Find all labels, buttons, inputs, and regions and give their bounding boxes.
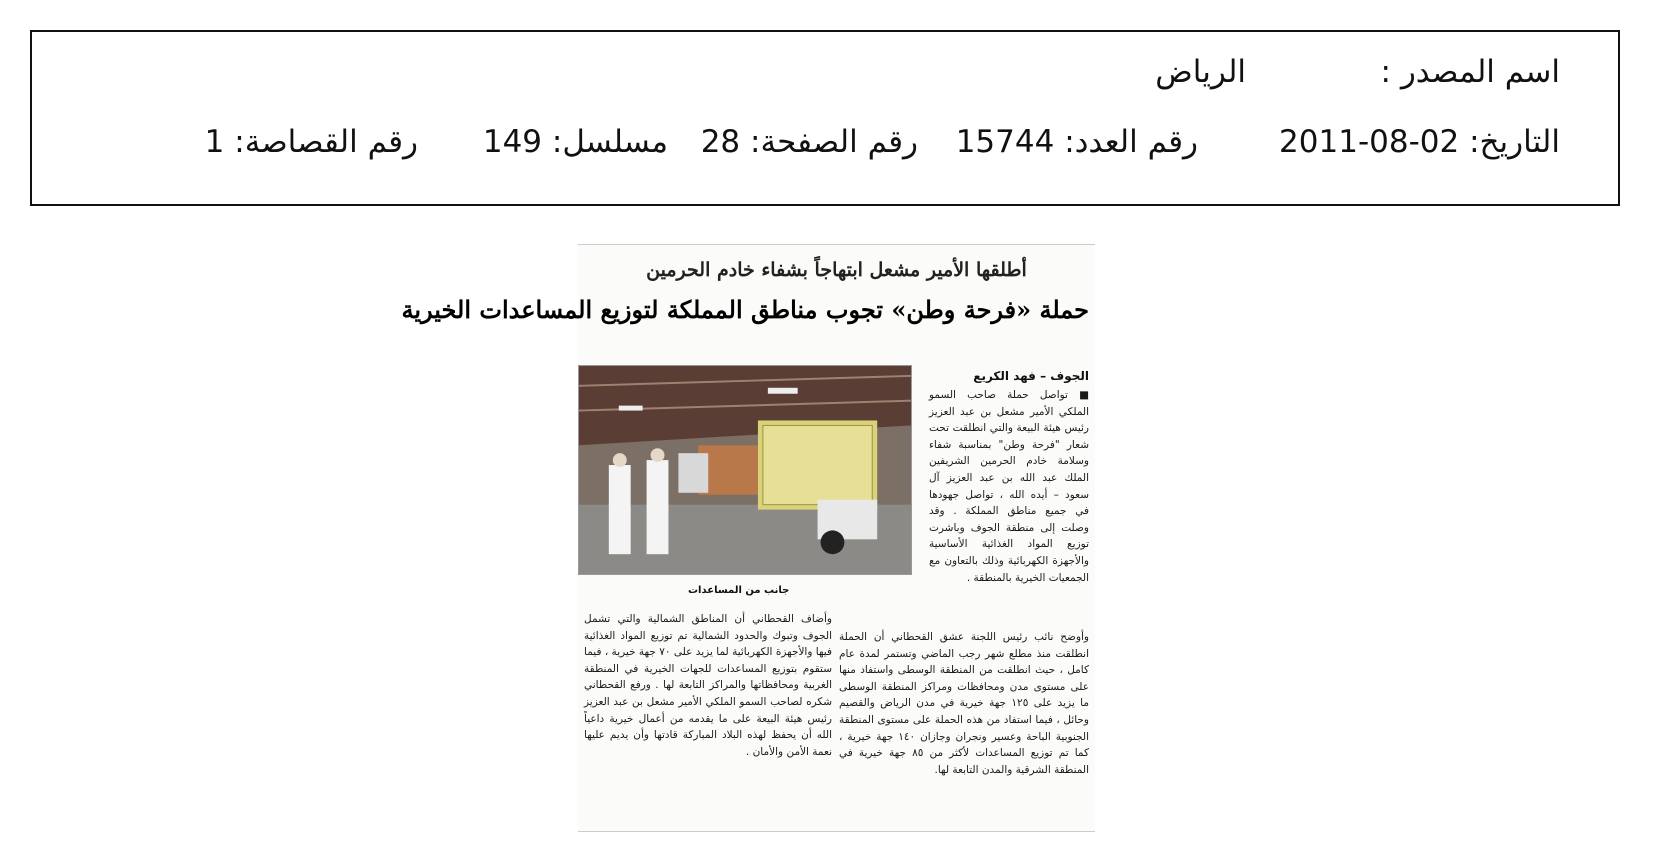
article-byline: الجوف – فهد الكريع	[973, 369, 1089, 383]
warehouse-photo	[578, 365, 912, 575]
article-column-left-bottom: وأضاف القحطاني أن المناطق الشمالية والتي تشمل الجوف وتبوك والحدود الشمالية تم توزيع المواد الغذائية فيها والأجهزة الكهربائية لما يزيد على ٧٠ جهة خيرية ، فيما ستقوم بتوزيع المساعدات للجهات الخيرية في المنطقة الغربية ومحافظاتها والمراكز التابعة لها . ورفع القحطاني شكره لصاحب السمو الملكي الأمير مشعل بن عبد العزيز رئيس هيئة البيعة على ما يقدمه من أعمال خيرية داعياً الله أن يحفظ لهذه البلاد المباركة قادتها وأن يديم عليها نعمة الأمن والأمان .	[584, 613, 832, 758]
clip-number-field	[205, 124, 418, 160]
article-column-right-bottom: وأوضح نائب رئيس اللجنة عشق القحطاني أن الحملة انطلقت منذ مطلع شهر رجب الماضي وتستمر لمدة عام كامل ، حيث انطلقت من المنطقة الوسطى واستفاد منها على مستوى مدن ومحافظات ومراكز المنطقة الوسطى ما يزيد على ١٢٥ جهة خيرية في مدن الرياض والقصيم وحائل ، فيما استفاد من هذه الحملة على مستوى المنطقة الجنوبية الباحة وعسير ونجران وجازان ١٤٠ جهة خيرية ، كما تم توزيع المساعدات لأكثر من ٨٥ جهة خيرية في المنطقة الشرقية والمدن التابعة لها.	[839, 631, 1089, 776]
serial-field	[483, 124, 668, 160]
source-value: الرياض	[1155, 54, 1246, 90]
article-kicker: أطلقها الأمير مشعل ابتهاجاً بشفاء خادم الحرمين	[646, 259, 1027, 281]
issue-label: رقم العدد:	[1064, 124, 1198, 160]
source-value-row	[1155, 54, 1246, 90]
article-headline: حملة «فرحة وطن» تجوب مناطق المملكة لتوزيع المساعدات الخيرية	[401, 295, 1089, 324]
source-info-box	[30, 30, 1620, 206]
page-field	[701, 124, 918, 160]
date-value: 2011-08-02	[1279, 124, 1460, 160]
serial-label: مسلسل:	[551, 124, 668, 160]
article-column-right-top: ■ تواصل حملة صاحب السمو الملكي الأمير مشعل بن عبد العزيز رئيس هيئة البيعة والتي انطلقت تحت شعار "فرحة وطن" بمناسبة شفاء وسلامة خادم الحرمين الشريفين الملك عبد الله بن عبد العزيز آل سعود – أيده الله ، تواصل جهودها في جميع مناطق المملكة . وقد وصلت إلى منطقة الجوف وباشرت توزيع المواد الغذائية الأساسية والأجهزة الكهربائية وذلك بالتعاون مع الجمعيات الخيرية بالمنطقة .	[929, 389, 1089, 584]
source-row	[1381, 54, 1560, 90]
clip-number-value: 1	[204, 124, 225, 160]
issue-field	[956, 124, 1198, 160]
serial-value: 149	[482, 124, 543, 160]
issue-value: 15744	[955, 124, 1055, 160]
page-value: 28	[700, 124, 741, 160]
clip-number-label: رقم القصاصة:	[234, 124, 418, 160]
page-label: رقم الصفحة:	[750, 124, 918, 160]
photo-caption: جانب من المساعدات	[688, 585, 790, 596]
source-label: اسم المصدر :	[1380, 54, 1560, 90]
date-field	[1279, 124, 1560, 160]
date-label: التاريخ:	[1469, 124, 1560, 160]
newspaper-clipping	[401, 244, 1095, 832]
